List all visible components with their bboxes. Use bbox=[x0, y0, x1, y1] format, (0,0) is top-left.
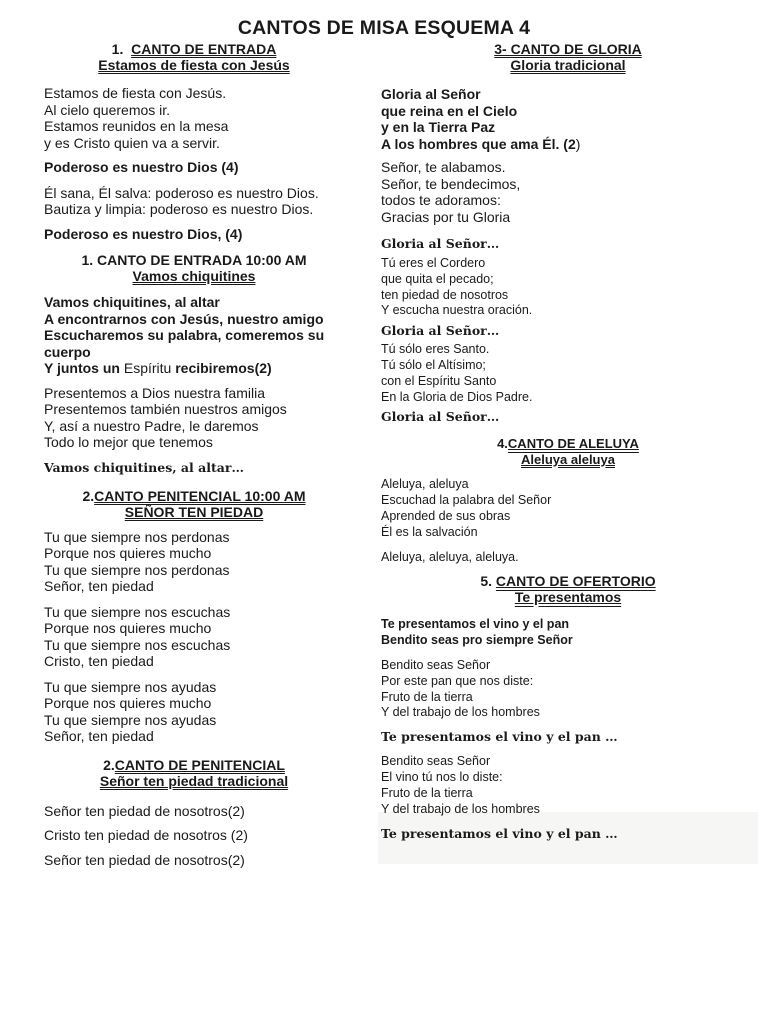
lyric-line: Escuchad la palabra del Señor bbox=[381, 493, 552, 508]
verse-block bbox=[381, 477, 681, 540]
lyric-line: Señor, ten piedad bbox=[44, 578, 154, 594]
page-title: CANTOS DE MISA ESQUEMA 4 bbox=[237, 17, 531, 39]
refrain-line: Gloria al Señor… bbox=[381, 236, 500, 251]
lyric-line: Aleluya, aleluya, aleluya. bbox=[381, 549, 519, 564]
lyric-line: Porque nos quieres mucho bbox=[44, 620, 212, 636]
lyric-fragment: recibiremos(2) bbox=[171, 360, 272, 376]
song-title: Aleluya aleluya bbox=[521, 451, 615, 467]
lyric-line: Estamos reunidos en la mesa bbox=[44, 118, 229, 134]
section-heading-aleluya bbox=[381, 436, 755, 467]
lyric-line: Él sana, Él salva: poderoso es nuestro Dios. bbox=[44, 184, 319, 201]
lyric-line bbox=[381, 136, 681, 153]
lyric-line: Te presentamos el vino y el pan bbox=[381, 617, 570, 632]
lyric-line: Bendito seas Señor bbox=[381, 754, 491, 769]
heading-text: CANTO DE PENITENCIAL bbox=[114, 756, 285, 773]
lyric-line: El vino tú nos lo diste: bbox=[381, 769, 503, 784]
verse-block bbox=[44, 799, 344, 873]
lyric-line: Tu que siempre nos ayudas bbox=[44, 678, 217, 695]
lyric-line: Aprended de sus obras bbox=[381, 508, 511, 523]
heading-text: 1. CANTO DE ENTRADA 10:00 AM bbox=[81, 252, 307, 268]
song-title: SEÑOR TEN PIEDAD bbox=[124, 503, 264, 520]
heading-number: 1. bbox=[111, 41, 124, 57]
lyric-line: Poderoso es nuestro Dios, (4) bbox=[44, 225, 243, 242]
song-title: Señor ten piedad tradicional bbox=[99, 772, 289, 789]
heading-number: 4. bbox=[497, 436, 508, 452]
refrain-line: Gloria al Señor… bbox=[381, 409, 500, 425]
verse-block bbox=[381, 342, 681, 405]
lyric-line: Tu que siempre nos perdonas bbox=[44, 561, 230, 578]
refrain-line: Te presentamos el vino y el pan … bbox=[381, 826, 618, 842]
lyric-line: Fruto de la tierra bbox=[381, 785, 473, 800]
lyric-fragment: Y juntos un bbox=[44, 360, 124, 376]
right-column bbox=[381, 40, 681, 842]
left-column bbox=[44, 40, 344, 872]
lyric-line: Y escucha nuestra oración. bbox=[381, 303, 533, 318]
lyric-fragment: ) bbox=[575, 135, 581, 152]
lyric-line: Cristo, ten piedad bbox=[44, 653, 154, 669]
song-title: Vamos chiquitines bbox=[132, 268, 256, 284]
heading-text: 3- CANTO DE GLORIA bbox=[494, 41, 642, 57]
section-heading-entrada bbox=[44, 41, 344, 73]
refrain-line: Vamos chiquitines, al altar… bbox=[44, 459, 244, 475]
refrain-line: Te presentamos el vino y el pan … bbox=[381, 729, 618, 745]
verse-block bbox=[381, 658, 681, 721]
verse-block bbox=[381, 754, 681, 817]
lyric-line: ten piedad de nosotros bbox=[381, 287, 509, 302]
heading-number: 5. bbox=[480, 573, 493, 590]
lyric-line: Todo lo mejor que tenemos bbox=[44, 434, 213, 450]
heading-number: 2. bbox=[103, 756, 115, 773]
song-title: Te presentamos bbox=[514, 589, 622, 606]
refrain-line: Gloria al Señor… bbox=[381, 323, 500, 339]
lyric-line: Porque nos quieres mucho bbox=[44, 695, 212, 711]
section-heading-penitencial bbox=[44, 757, 344, 789]
lyric-line: Aleluya, aleluya bbox=[381, 477, 469, 492]
lyric-line: Tú sólo eres Santo. bbox=[381, 342, 490, 357]
lyric-fragment: A los hombres que ama Él. (2 bbox=[381, 135, 576, 152]
lyric-line: Porque nos quieres mucho bbox=[44, 545, 212, 561]
lyric-line: Bendito seas Señor bbox=[381, 657, 491, 672]
lyric-line: Escucharemos su palabra, comeremos su bbox=[44, 327, 325, 343]
lyric-line: Tú eres el Cordero bbox=[381, 256, 486, 270]
verse-end bbox=[381, 550, 681, 566]
heading-number: 2. bbox=[82, 487, 95, 504]
heading-text: CANTO DE OFERTORIO bbox=[495, 573, 656, 590]
verse-block bbox=[381, 159, 681, 225]
lyric-line: Gracias por tu Gloria bbox=[381, 208, 511, 225]
lyric-line: Cristo ten piedad de nosotros (2) bbox=[44, 827, 248, 843]
song-title: Gloria tradicional bbox=[510, 57, 626, 73]
lyric-line: y es Cristo quien va a servir. bbox=[44, 134, 220, 151]
lyric-line: Él es la salvación bbox=[381, 524, 478, 539]
heading-text: CANTO PENITENCIAL 10:00 AM bbox=[94, 487, 306, 504]
section-heading-gloria bbox=[381, 41, 755, 73]
section-heading-ofertorio bbox=[381, 573, 755, 605]
verse-block bbox=[381, 256, 681, 319]
lyric-line: Señor, te alabamos. bbox=[381, 159, 506, 175]
lyric-line: Tú sólo el Altísimo; bbox=[381, 357, 486, 372]
song-title: Estamos de fiesta con Jesús bbox=[98, 57, 290, 73]
lyric-fragment: Espíritu bbox=[123, 360, 172, 376]
lyric-line: A encontrarnos con Jesús, nuestro amigo bbox=[44, 310, 324, 327]
lyric-line: Fruto de la tierra bbox=[381, 689, 473, 704]
lyric-line: Tu que siempre nos ayudas bbox=[44, 711, 217, 728]
lyric-line: cuerpo bbox=[44, 343, 91, 360]
lyric-line: Al cielo queremos ir. bbox=[44, 101, 171, 118]
verse-block bbox=[44, 679, 344, 745]
lyric-line: Señor ten piedad de nosotros(2) bbox=[44, 802, 245, 819]
chorus-block bbox=[381, 617, 681, 649]
lyric-line: Gloria al Señor bbox=[381, 86, 481, 102]
lyric-line: Y, así a nuestro Padre, le daremos bbox=[44, 417, 259, 434]
lyric-line: con el Espíritu Santo bbox=[381, 373, 497, 388]
verse-block bbox=[44, 385, 344, 451]
lyric-line: que quita el pecado; bbox=[381, 271, 494, 286]
lyric-line: Presentemos a Dios nuestra familia bbox=[44, 384, 265, 401]
verse-block bbox=[44, 604, 344, 670]
verse-block bbox=[44, 185, 344, 218]
heading-text: CANTO DE ENTRADA bbox=[131, 41, 277, 57]
section-heading-penitencial-10am bbox=[44, 488, 344, 520]
chorus-line bbox=[44, 159, 344, 176]
lyric-line: Poderoso es nuestro Dios (4) bbox=[44, 159, 239, 175]
lyric-line: Presentemos también nuestros amigos bbox=[44, 401, 287, 417]
lyric-line: Señor ten piedad de nosotros(2) bbox=[44, 851, 245, 868]
lyric-line: y en la Tierra Paz bbox=[381, 119, 496, 135]
section-heading-entrada-10am bbox=[44, 252, 344, 284]
chorus-block bbox=[44, 294, 344, 377]
lyric-line: En la Gloria de Dios Padre. bbox=[381, 389, 533, 404]
lyric-line: Tu que siempre nos escuchas bbox=[44, 603, 231, 620]
lyric-line bbox=[44, 360, 344, 377]
lyric-line: Estamos de fiesta con Jesús. bbox=[44, 85, 227, 101]
lyric-line: Bendito seas pro siempre Señor bbox=[381, 633, 573, 648]
lyric-line: Y del trabajo de los hombres bbox=[381, 705, 540, 720]
lyric-line: Y del trabajo de los hombres bbox=[381, 801, 540, 816]
lyric-line: Por este pan que nos diste: bbox=[381, 673, 534, 688]
heading-text: CANTO DE ALELUYA bbox=[507, 436, 639, 452]
lyric-line: Señor, te bendecimos, bbox=[381, 175, 521, 192]
verse-block bbox=[44, 529, 344, 595]
chorus-line bbox=[44, 226, 344, 243]
lyric-line: todos te adoramos: bbox=[381, 192, 501, 208]
lyric-line: Tu que siempre nos perdonas bbox=[44, 528, 230, 545]
lyric-line: Señor, ten piedad bbox=[44, 728, 154, 744]
lyric-line: Bautiza y limpia: poderoso es nuestro Dios. bbox=[44, 201, 314, 217]
lyric-line: que reina en el Cielo bbox=[381, 102, 518, 119]
verse-block bbox=[44, 85, 344, 151]
chorus-block bbox=[381, 86, 681, 152]
lyric-line: Vamos chiquitines, al altar bbox=[44, 294, 220, 310]
lyric-line: Tu que siempre nos escuchas bbox=[44, 636, 231, 653]
